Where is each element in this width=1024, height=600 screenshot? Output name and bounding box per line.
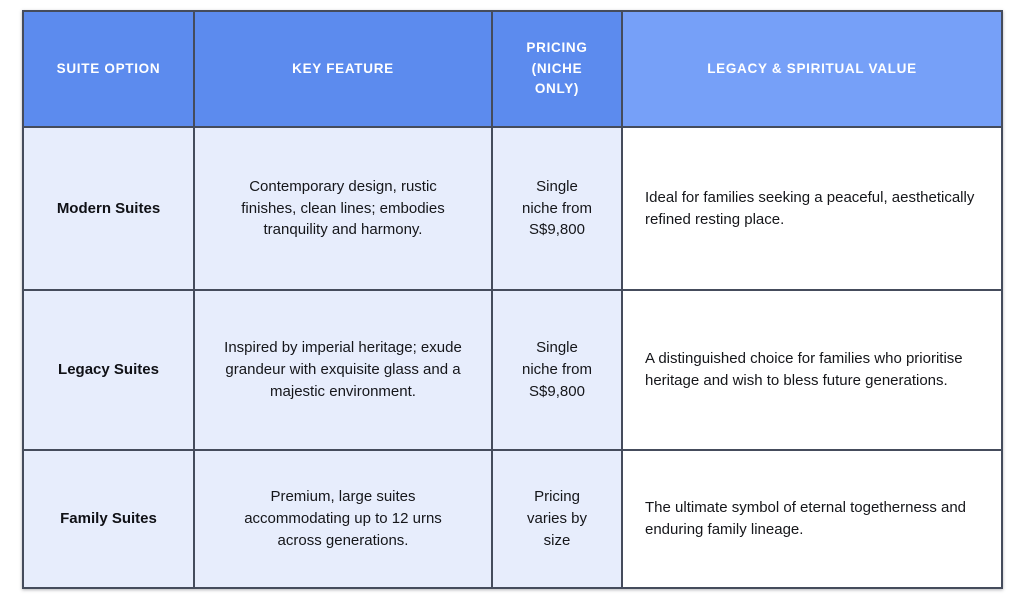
header-pricing [492,11,622,127]
key-feature-text: Premium, large suites accommodating up to 12 urns across generations. [244,488,442,549]
table-row-modern-suites [23,127,1002,290]
table-body [23,127,1002,588]
suite-option-label: Family Suites [60,510,157,528]
legacy-value-text: The ultimate symbol of eternal togetherness and enduring family lineage. [645,499,967,538]
cell-suite-option [23,290,194,450]
pricing-text: Single niche from S$9,800 [521,339,593,400]
cell-legacy-value [622,450,1002,588]
header-key-feature [194,11,492,127]
cell-pricing [492,127,622,290]
cell-pricing [492,290,622,450]
suites-comparison-table [22,10,1003,589]
table-header [23,11,1002,127]
header-pricing-label: PRICING (NICHE ONLY) [526,39,588,97]
cell-legacy-value [622,290,1002,450]
table-row-family-suites [23,450,1002,588]
header-suite-option-label: SUITE OPTION [56,60,161,76]
cell-suite-option [23,450,194,588]
legacy-value-text: A distinguished choice for families who prioritise heritage and wish to bless future generations. [645,350,963,389]
cell-key-feature [194,450,492,588]
key-feature-text: Inspired by imperial heritage; exude grandeur with exquisite glass and a majestic environment. [224,339,462,400]
cell-key-feature [194,127,492,290]
header-legacy-value-label: LEGACY & SPIRITUAL VALUE [707,60,917,76]
suites-comparison-table-container [22,10,1003,589]
header-suite-option [23,11,194,127]
table-row-legacy-suites [23,290,1002,450]
suite-option-label: Legacy Suites [58,361,159,379]
header-row [23,11,1002,127]
key-feature-text: Contemporary design, rustic finishes, clean lines; embodies tranquility and harmony. [241,177,445,239]
pricing-text: Single niche from S$9,800 [521,177,593,239]
legacy-value-text: Ideal for families seeking a peaceful, aesthetically refined resting place. [645,188,975,228]
pricing-text: Pricing varies by size [526,488,588,549]
header-legacy-value [622,11,1002,127]
cell-key-feature [194,290,492,450]
cell-suite-option [23,127,194,290]
cell-legacy-value [622,127,1002,290]
header-key-feature-label: KEY FEATURE [292,60,394,76]
suite-option-label: Modern Suites [56,199,161,217]
cell-pricing [492,450,622,588]
